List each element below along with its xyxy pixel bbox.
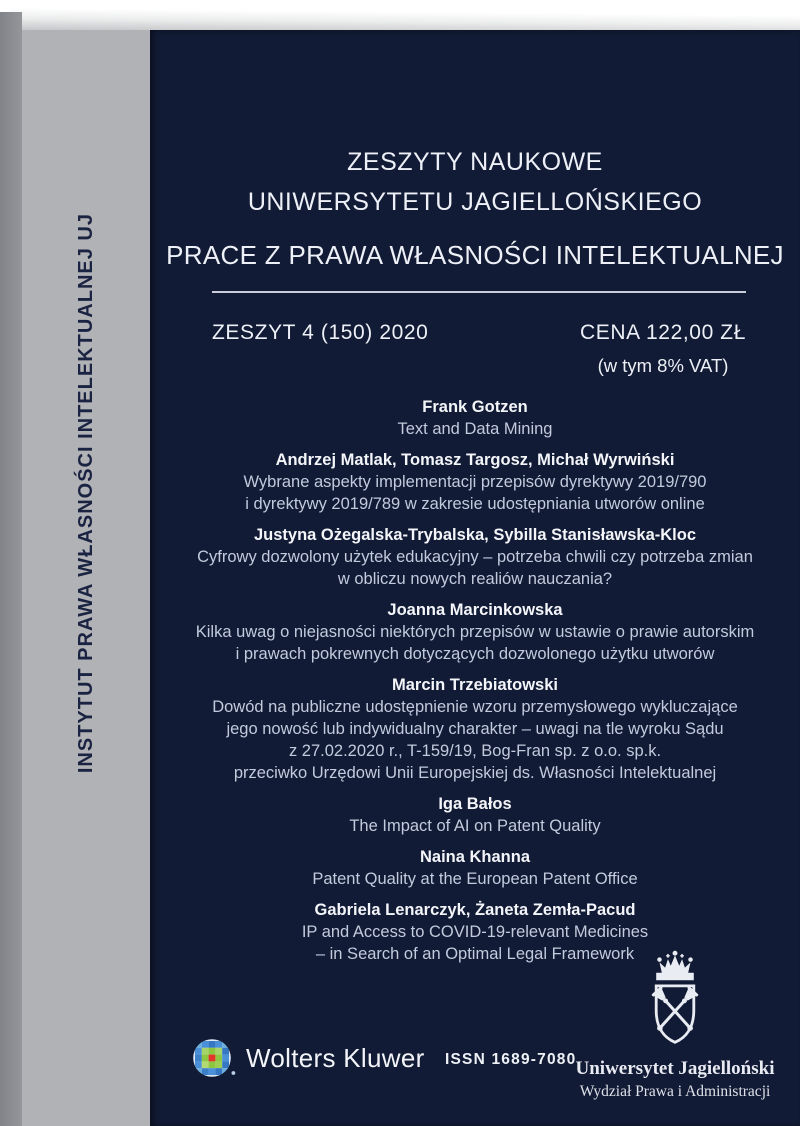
article-title-line: Patent Quality at the European Patent Office (312, 870, 638, 888)
issn-label: ISSN 1689-7080 (445, 1051, 577, 1068)
article-title-line: Kilka uwag o niejasności niektórych przepisów w ustawie o prawie autorskim (195, 623, 755, 641)
article-title-line: i prawach pokrewnych dotyczących dozwolonego użytku utworów (235, 645, 715, 663)
price-block (580, 316, 746, 382)
article-title-line: IP and Access to COVID-19-relevant Medicines (301, 923, 649, 941)
university-emblem-block (555, 950, 795, 1101)
series-title-line2: UNIWERSYTETU JAGIELLOŃSKIEGO (247, 188, 703, 216)
series-title-line1: ZESZYTY NAUKOWE (347, 148, 603, 176)
article-authors: Iga Bałos (438, 795, 512, 813)
article-authors: Naina Khanna (419, 848, 531, 866)
article-authors: Gabriela Lenarczyk, Żaneta Zemła-Pacud (314, 901, 636, 919)
article-item (150, 846, 800, 890)
article-title-line: i dyrektywy 2019/789 w zakresie udostępniania utworów online (245, 495, 705, 513)
article-title-line: Text and Data Mining (397, 420, 553, 438)
article-item (150, 396, 800, 440)
spine-title: INSTYTUT PRAWA WŁASNOŚCI INTELEKTUALNEJ UJ (74, 212, 97, 774)
article-title-line: – in Search of an Optimal Legal Framework (315, 945, 635, 963)
article-authors: Justyna Ożegalska-Trybalska, Sybilla Stanisławska-Kloc (253, 526, 697, 544)
article-item (150, 449, 800, 515)
article-title-line: w obliczu nowych realiów nauczania? (337, 570, 613, 588)
price-label: CENA 122,00 ZŁ (580, 321, 746, 344)
article-item (150, 599, 800, 665)
article-title-line: jego nowość lub indywidualny charakter – uwagi na tle wyroku Sądu (226, 720, 724, 738)
publisher-name: Wolters Kluwer (246, 1042, 425, 1073)
article-title-line: Dowód na publiczne udostępnienie wzoru przemysłowego wykluczające (212, 698, 738, 716)
article-list (150, 396, 800, 965)
divider-line (212, 291, 746, 293)
article-authors: Andrzej Matlak, Tomasz Targosz, Michał Wyrwiński (275, 451, 675, 469)
article-title-line: Wybrane aspekty implementacji przepisów dyrektywy 2019/790 (243, 473, 707, 491)
uj-crest-icon (628, 950, 722, 1050)
article-authors: Frank Gotzen (422, 398, 528, 416)
article-title-line: Cyfrowy dozwolony użytek edukacyjny – potrzeba chwili czy potrzeba zmian (197, 548, 753, 566)
wolters-kluwer-globe-icon (192, 1038, 236, 1078)
issue-info-row (212, 316, 746, 382)
faculty-name: Wydział Prawa i Administracji (579, 1083, 771, 1100)
article-item (150, 524, 800, 590)
article-item (150, 793, 800, 837)
cover-header (150, 142, 800, 272)
journal-title: PRACE Z PRAWA WŁASNOŚCI INTELEKTUALNEJ (166, 240, 784, 270)
wolters-kluwer-logo (192, 1038, 425, 1078)
article-title-line: The Impact of AI on Patent Quality (349, 817, 601, 835)
university-name: Uniwersytet Jagielloński (575, 1058, 775, 1079)
article-item (150, 674, 800, 784)
article-authors: Joanna Marcinkowska (387, 601, 563, 619)
book-spine (22, 30, 150, 1126)
vat-note: (w tym 8% VAT) (597, 355, 729, 376)
article-authors: Marcin Trzebiatowski (392, 676, 558, 694)
book-front-cover (150, 30, 800, 1126)
article-title-line: przeciwko Urzędowi Unii Europejskiej ds. Własności Intelektualnej (233, 764, 717, 782)
book-back-edge (0, 12, 22, 1126)
article-title-line: z 27.02.2020 r., T-159/19, Bog-Fran sp. z o.o. sp.k. (288, 742, 662, 760)
issue-number: ZESZYT 4 (150) 2020 (212, 321, 429, 344)
